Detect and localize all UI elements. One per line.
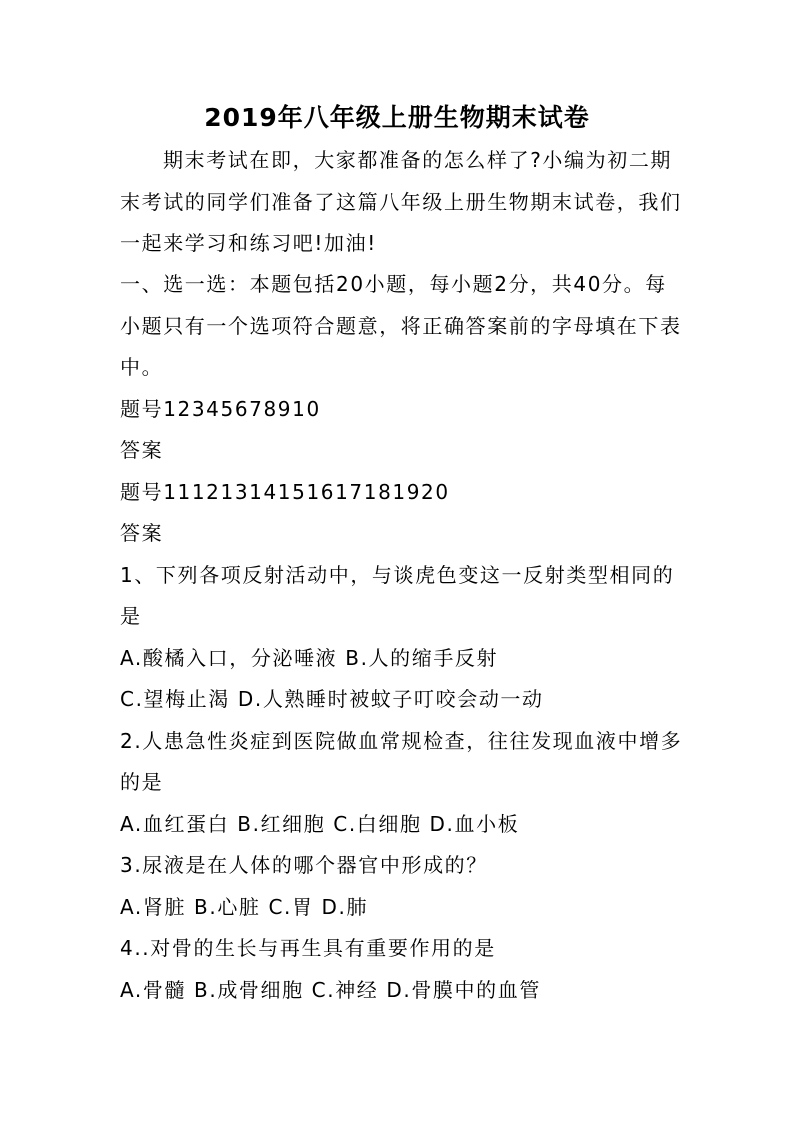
section-heading-line-1: 一、选一选：本题包括20小题，每小题2分，共40分。每 (120, 272, 667, 296)
question-1-options-2: C.望梅止渴 D.人熟睡时被蚊子叮咬会动一动 (120, 687, 544, 711)
section-heading-line-3: 中。 (120, 355, 164, 379)
question-1-options-1: A.酸橘入口，分泌唾液 B.人的缩手反射 (120, 646, 499, 670)
question-3-options: A.肾脏 B.心脏 C.胃 D.肺 (120, 895, 369, 919)
answer-table-header-2: 题号11121314151617181920 (120, 480, 450, 504)
question-2-line-2: 的是 (120, 770, 164, 794)
answer-table-row-2: 答案 (120, 521, 164, 545)
intro-line-3: 一起来学习和练习吧!加油! (120, 231, 377, 255)
question-1-line-1: 1、下列各项反射活动中，与谈虎色变这一反射类型相同的 (120, 563, 675, 587)
question-1-line-2: 是 (120, 604, 142, 628)
document-title: 2019年八年级上册生物期末试卷 (204, 103, 590, 132)
question-2-options: A.血红蛋白 B.红细胞 C.白细胞 D.血小板 (120, 812, 520, 836)
section-heading-line-2: 小题只有一个选项符合题意，将正确答案前的字母填在下表 (120, 314, 682, 338)
question-2-line-1: 2.人患急性炎症到医院做血常规检查，往往发现血液中增多 (120, 729, 683, 753)
answer-table-header-1: 题号12345678910 (120, 397, 321, 421)
question-3-line: 3.尿液是在人体的哪个器官中形成的？ (120, 853, 488, 877)
answer-table-row-1: 答案 (120, 438, 164, 462)
question-4-line: 4..对骨的生长与再生具有重要作用的是 (120, 936, 496, 960)
intro-line-2: 末考试的同学们准备了这篇八年级上册生物期末试卷，我们 (120, 190, 682, 214)
intro-line-1: 期末考试在即，大家都准备的怎么样了?小编为初二期 (163, 148, 673, 172)
question-4-options: A.骨髓 B.成骨细胞 C.神经 D.骨膜中的血管 (120, 978, 541, 1002)
